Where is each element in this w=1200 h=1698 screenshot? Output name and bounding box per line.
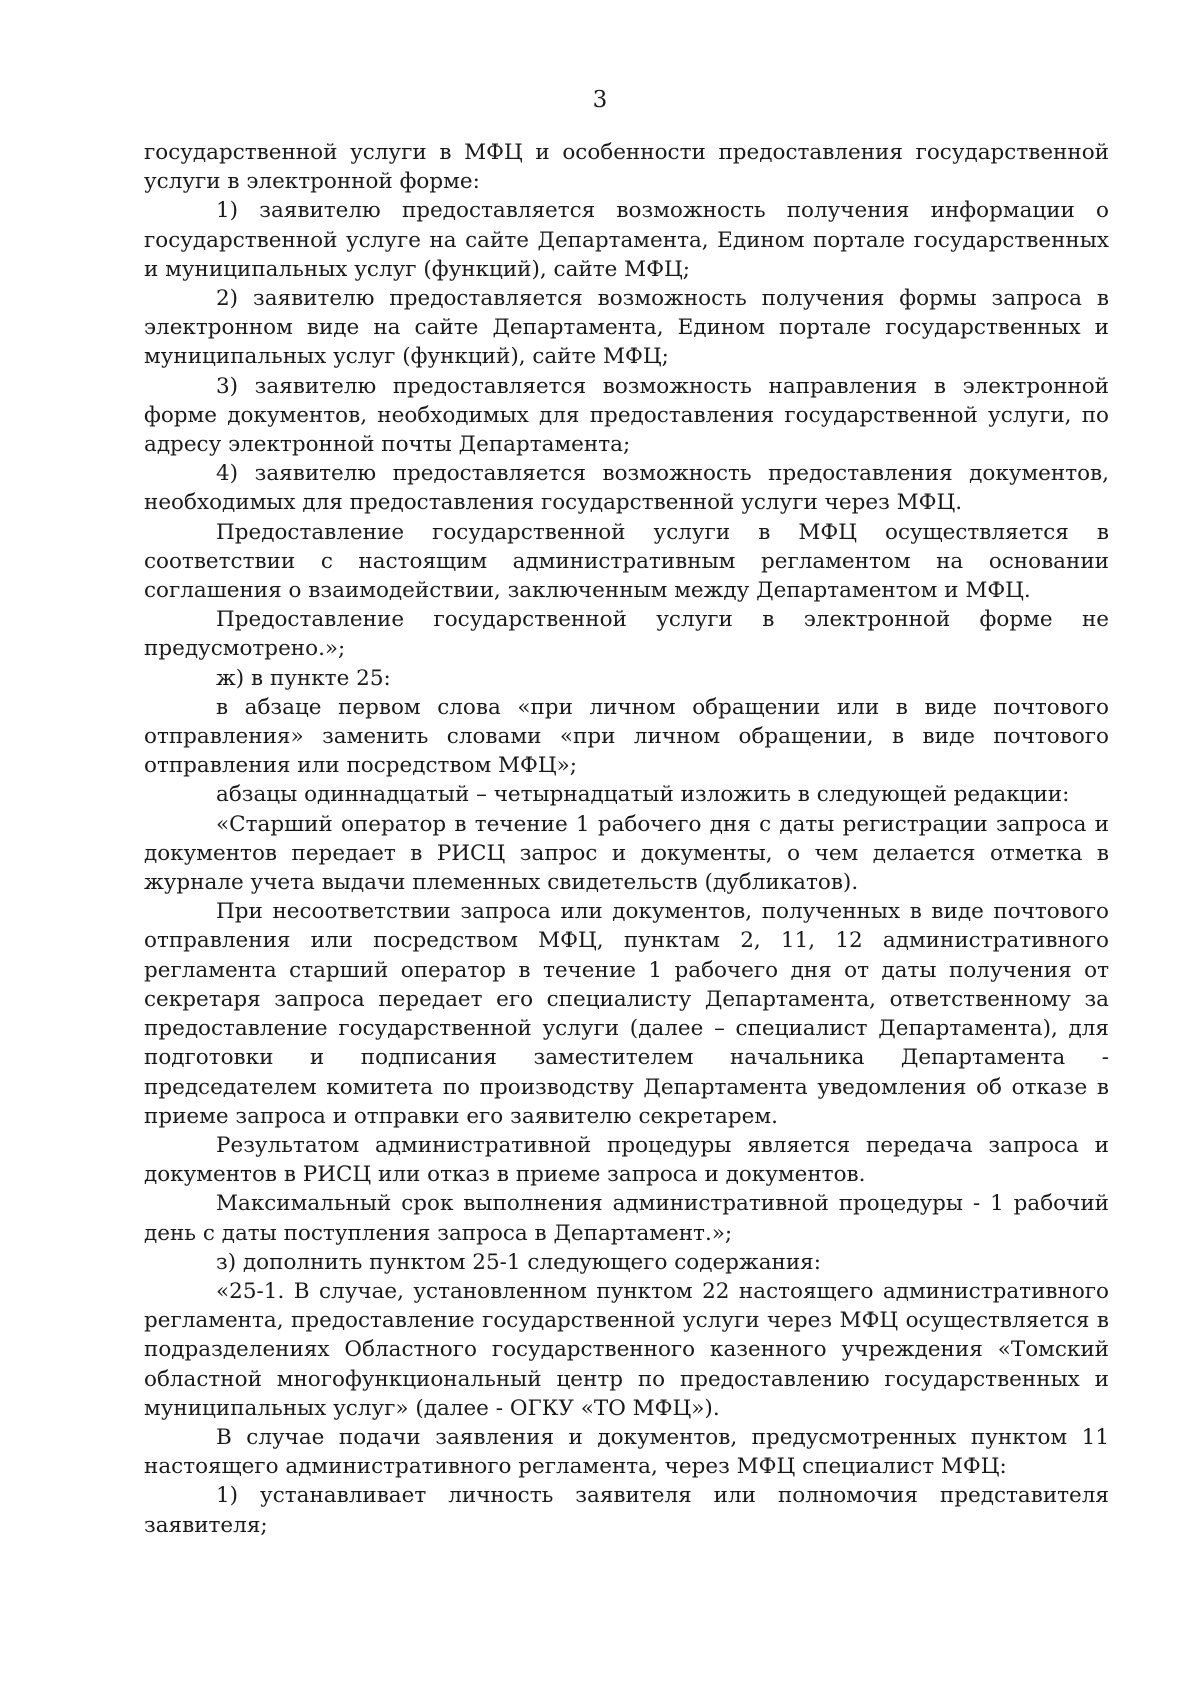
paragraph: Предоставление государственной услуги в МФЦ осуществляется в соответствии с настоящим административным регламентом на основании соглашения о взаимодействии, заключенным между Департаментом и МФЦ. <box>144 519 1109 604</box>
paragraph: «Старший оператор в течение 1 рабочего дня с даты регистрации запроса и документов передает в РИСЦ запрос и документы, о чем делается отметка в журнале учета выдачи племенных свидетельств (дубликатов). <box>144 811 1109 896</box>
paragraph: в абзаце первом слова «при личном обращении или в виде почтового отправления» заменить словами «при личном обращении, в виде почтового отправления или посредством МФЦ»; <box>144 694 1109 779</box>
paragraph: абзацы одиннадцатый – четырнадцатый изложить в следующей редакции: <box>216 782 1070 808</box>
document-body <box>144 138 1109 1540</box>
paragraph: Результатом административной процедуры является передача запроса и документов в РИСЦ или отказ в приеме запроса и документов. <box>144 1132 1109 1188</box>
paragraph: Максимальный срок выполнения административной процедуры - 1 рабочий день с даты поступления запроса в Департамент.»; <box>144 1191 1109 1246</box>
paragraph: Предоставление государственной услуги в электронной форме не предусмотрено.»; <box>144 607 1109 662</box>
paragraph: «25-1. В случае, установленном пунктом 22 настоящего административного регламента, предоставление государственной услуги через МФЦ осуществляется в подразделениях Областного государственного казенного учреждения «Томский областной многофункциональный центр по предоставлению государственных и муниципальных услуг» (далее - ОГКУ «ТО МФЦ»). <box>144 1278 1109 1421</box>
paragraph: 1) заявителю предоставляется возможность получения информации о государственной услуге на сайте Департамента, Едином портале государственных и муниципальных услуг (функций), сайте МФЦ; <box>144 198 1109 282</box>
paragraph: з) дополнить пунктом 25-1 следующего содержания: <box>216 1249 821 1275</box>
paragraph: государственной услуги в МФЦ и особенности предоставления государственной услуги в электронной форме: <box>144 140 1109 195</box>
paragraph: При несоответствии запроса или документов, полученных в виде почтового отправления или посредством МФЦ, пунктам 2, 11, 12 административного регламента старший оператор в течение 1 рабочего дня от даты получения от секретаря запроса передает его специалисту Департамента, ответственному за предоставление государственной услуги (далее – специалист Департамента), для подготовки и подписания заместителем начальника Департамента - председателем комитета по производству Департамента уведомления об отказе в приеме запроса и отправки его заявителю секретарем. <box>144 899 1109 1129</box>
paragraph: 3) заявителю предоставляется возможность направления в электронной форме документов, необходимых для предоставления государственной услуги, по адресу электронной почты Департамента; <box>144 373 1109 458</box>
paragraph: 1) устанавливает личность заявителя или полномочия представителя заявителя; <box>144 1483 1109 1538</box>
paragraph: 2) заявителю предоставляется возможность получения формы запроса в электронном виде на сайте Департамента, Едином портале государственных и муниципальных услуг (функций), сайте МФЦ; <box>144 286 1109 370</box>
paragraph: ж) в пункте 25: <box>216 665 391 691</box>
page-number: 3 <box>592 87 608 113</box>
paragraph: 4) заявителю предоставляется возможность предоставления документов, необходимых для предоставления государственной услуги через МФЦ. <box>144 461 1109 516</box>
paragraph: В случае подачи заявления и документов, предусмотренных пунктом 11 настоящего административного регламента, через МФЦ специалист МФЦ: <box>144 1424 1109 1480</box>
